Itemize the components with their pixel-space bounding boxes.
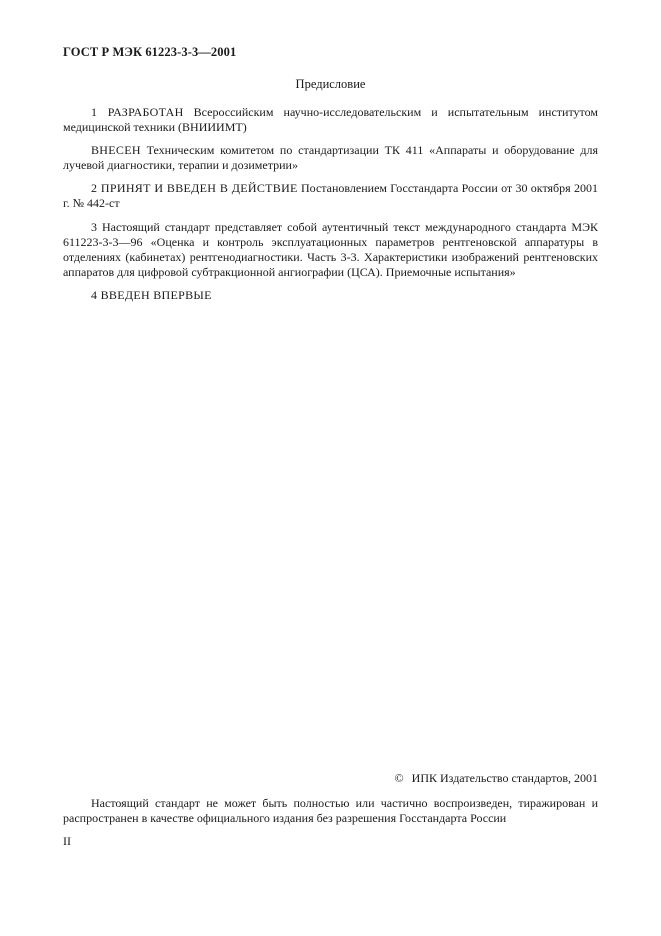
reproduction-notice: Настоящий стандарт не может быть полностью или частично воспроизведен, тиражирован и распространен в качестве официального издания без разрешения Госстандарта России [63,796,598,825]
copyright-icon: © [394,771,404,785]
foreword-paragraph-5 [63,288,598,303]
foreword-paragraph-2 [63,143,598,173]
foreword-paragraph-3 [63,181,598,211]
paragraph-lead: 2 ПРИНЯТ И ВВЕДЕН В ДЕЙСТВИЕ [91,181,298,195]
copyright-text: ИПК Издательство стандартов, 2001 [411,771,598,785]
paragraph-lead: 4 ВВЕДЕН ВПЕРВЫЕ [91,288,212,302]
paragraph-lead: ВНЕСЕН [91,143,141,157]
paragraph-text: Настоящий стандарт представляет собой аутентичный текст международного стандарта МЭК 611223-3-3—96 «Оценка и контроль эксплуатационных параметров рентгеновской аппаратуры в отделениях (кабинетах) рентгенодиагностики. Часть 3-3. Характеристики изображений рентгеновских аппаратов для цифровой субтракционной ангиографии (ЦСА). Приемочные испытания» [63,220,598,279]
paragraph-text: Техническим комитетом по стандартизации ТК 411 «Аппараты и оборудование для лучевой диагностики, терапии и дозиметрии» [63,143,598,172]
foreword-paragraph-4 [63,220,598,280]
page-number: II [63,834,71,848]
foreword-title: Предисловие [295,77,366,91]
paragraph-text: Всероссийским научно-исследовательским и испытательным институтом медицинской техники (ВНИИИМТ) [63,105,598,134]
paragraph-text: Постановлением Госстандарта России от 30 октября 2001 г. № 442-ст [63,181,598,210]
paragraph-lead: 1 РАЗРАБОТАН [91,105,184,119]
paragraph-lead: 3 [91,220,97,234]
standard-designation: ГОСТ Р МЭК 61223-3-3—2001 [63,45,237,59]
copyright-line [395,771,598,786]
foreword-paragraph-1 [63,105,598,135]
